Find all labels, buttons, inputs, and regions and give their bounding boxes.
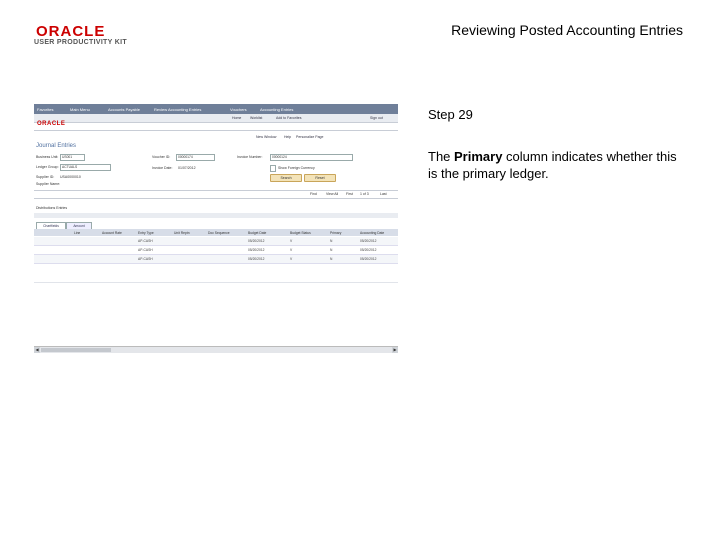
step-text-suffix: column indicates whether this is the primary ledger. [428, 149, 677, 181]
supplier-name-label: Supplier Name: [36, 182, 61, 186]
cell-budget-date: 05/20/2012 [248, 248, 265, 252]
col-line: Line [74, 231, 81, 235]
cell-primary: N [330, 257, 333, 261]
divider [34, 282, 398, 283]
reset-button[interactable]: Reset [304, 174, 336, 182]
oracle-logo: ORACLE [36, 23, 106, 40]
tab-amount[interactable]: Amount [66, 222, 92, 229]
divider [34, 190, 398, 191]
app-oracle-logo: ORACLE [37, 121, 66, 127]
cell-accounting-date: 05/20/2012 [360, 257, 377, 261]
new-window-link[interactable]: New Window [256, 135, 277, 139]
scroll-thumb[interactable] [41, 348, 111, 352]
table-row[interactable] [34, 246, 398, 255]
invoice-number-label: Invoice Number: [237, 155, 263, 159]
cell-primary: N [330, 239, 333, 243]
col-primary: Primary [330, 231, 342, 235]
cell-budget-date: 05/20/2012 [248, 239, 265, 243]
horizontal-scrollbar[interactable] [34, 346, 398, 353]
cell-budget-status: V [290, 248, 293, 252]
table-row[interactable] [34, 255, 398, 264]
top-navigation-bar [34, 104, 398, 114]
help-link[interactable]: Help [284, 135, 292, 139]
col-entry-type: Entry Type [138, 231, 154, 235]
grid-view-all-link[interactable]: View All [326, 192, 339, 196]
col-budget-status: Budget Status [290, 231, 311, 235]
supplier-id-label: Supplier ID: [36, 175, 55, 179]
subnav-worklist[interactable]: Worklist [250, 116, 263, 120]
scroll-right-icon[interactable]: ▶ [393, 347, 397, 352]
subnav-home[interactable]: Home [232, 116, 242, 120]
grid-page-count: 1 of 3 [360, 192, 369, 196]
ledger-group-dropdown[interactable]: ACTUALS [60, 164, 111, 171]
col-accounting-date: Accounting Date [360, 231, 385, 235]
personalize-page-link[interactable]: Personalize Page [296, 135, 324, 139]
grid-toolbar [34, 213, 398, 218]
nav-accounting-entries[interactable]: Accounting Entries [260, 107, 294, 112]
col-doc-sequence: Doc Sequence [208, 231, 230, 235]
cell-entry-type: AP-CASH [138, 248, 153, 252]
invoice-number-field[interactable]: 00000124 [270, 154, 353, 161]
cell-accounting-date: 05/20/2012 [360, 248, 377, 252]
application-screenshot [34, 104, 398, 354]
col-account-rate: Account Rate [102, 231, 122, 235]
col-unit-reptn: Unit Reptn [174, 231, 190, 235]
divider [34, 198, 398, 199]
step-text-highlight: Primary [454, 149, 503, 164]
cell-budget-status: V [290, 257, 293, 261]
foreign-currency-label: Show Foreign Currency [278, 166, 315, 170]
business-unit-field[interactable]: US001 [60, 154, 85, 161]
divider [34, 130, 398, 131]
table-row[interactable] [34, 237, 398, 246]
upk-logo-subtext: USER PRODUCTIVITY KIT [34, 39, 127, 46]
business-unit-label: Business Unit: [36, 155, 59, 159]
grid-last-link[interactable]: Last [380, 192, 387, 196]
cell-accounting-date: 05/20/2012 [360, 239, 377, 243]
slide-title: Reviewing Posted Accounting Entries [451, 22, 683, 38]
page-title: Journal Entries [36, 143, 77, 149]
cell-entry-type: AP-CASH [138, 257, 153, 261]
sub-navigation [34, 114, 398, 123]
step-text-prefix: The [428, 149, 455, 164]
section-label: Distributions Entries [36, 206, 68, 210]
step-description [428, 148, 688, 182]
invoice-date-label: Invoice Date: [152, 166, 173, 170]
subnav-add-favorites[interactable]: Add to Favorites [276, 116, 302, 120]
grid-first-link[interactable]: First [346, 192, 353, 196]
cell-budget-status: V [290, 239, 293, 243]
cell-budget-date: 05/20/2012 [248, 257, 265, 261]
table-header [34, 229, 398, 236]
grid-find-link[interactable]: Find [310, 192, 317, 196]
nav-main-menu[interactable]: Main Menu [70, 107, 90, 112]
col-budget-date: Budget Date [248, 231, 267, 235]
cell-primary: N [330, 248, 333, 252]
search-button[interactable]: Search [270, 174, 302, 182]
nav-accounts-payable[interactable]: Accounts Payable [108, 107, 141, 112]
voucher-id-field[interactable]: 00000174 [176, 154, 215, 161]
supplier-id-value: USA0000010 [60, 175, 81, 179]
cell-entry-type: AP-CASH [138, 239, 153, 243]
subnav-sign-out[interactable]: Sign out [370, 116, 383, 120]
voucher-id-label: Voucher ID: [152, 155, 171, 159]
nav-vouchers[interactable]: Vouchers [230, 107, 247, 112]
ledger-group-label: Ledger Group: [36, 165, 59, 169]
step-label: Step 29 [428, 107, 473, 122]
nav-review-accounting[interactable]: Review Accounting Entries [154, 107, 202, 112]
nav-favorites[interactable]: Favorites [37, 107, 54, 112]
tab-chartfields[interactable]: Chartfields [36, 222, 66, 229]
scroll-left-icon[interactable]: ◀ [35, 347, 39, 352]
invoice-date-value: 01/07/2012 [178, 166, 196, 170]
foreign-currency-checkbox[interactable] [270, 165, 276, 172]
